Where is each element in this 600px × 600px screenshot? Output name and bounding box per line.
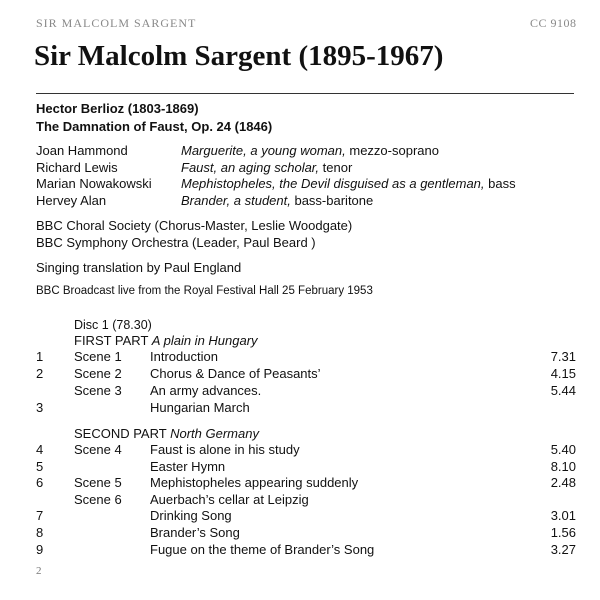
track-duration: 4.15 [550,366,576,381]
track-number: 6 [36,475,44,490]
voice-type: bass-baritone [290,193,374,208]
track-number: 3 [36,400,44,415]
track-title: An army advances. [150,383,262,398]
catalog-number: CC 9108 [530,16,577,30]
part-heading [74,426,259,441]
performer-name: Hervey Alan [36,193,107,208]
track-duration: 3.01 [550,508,576,523]
scene-label: Scene 5 [74,475,122,490]
scene-label: Scene 3 [74,383,122,398]
track-number: 2 [36,366,44,381]
track-title: Chorus & Dance of Peasants’ [150,366,321,381]
role-name: Marguerite, a young woman, [181,143,346,158]
part-subtitle: North Germany [170,426,259,441]
track-duration: 5.44 [550,383,576,398]
track-number: 8 [36,525,44,540]
track-duration: 1.56 [550,525,576,540]
track-title: Fugue on the theme of Brander’s Song [150,542,375,557]
voice-type: mezzo-soprano [345,143,439,158]
performer-name: Joan Hammond [36,143,128,158]
track-title: Brander’s Song [150,525,240,540]
track-number: 5 [36,459,44,474]
part-label: FIRST PART [74,333,149,348]
track-title: Mephistopheles appearing suddenly [150,475,359,490]
voice-type: tenor [319,160,353,175]
role-description [181,143,439,158]
track-title: Faust is alone in his study [150,442,300,457]
ensemble-line: BBC Symphony Orchestra (Leader, Paul Beard ) [36,235,316,250]
part-label: SECOND PART [74,426,167,441]
role-name: Mephistopheles, the Devil disguised as a gentleman, [181,176,485,191]
track-title: Introduction [150,349,218,364]
ensemble-line: BBC Choral Society (Chorus-Master, Leslie Woodgate) [36,218,353,233]
track-duration: 3.27 [550,542,576,557]
performer-name: Marian Nowakowski [36,176,152,191]
broadcast-note: BBC Broadcast live from the Royal Festival Hall 25 February 1953 [36,285,373,297]
role-name: Faust, an aging scholar, [181,160,320,175]
role-description [181,176,516,191]
track-number: 7 [36,508,44,523]
page-title: Sir Malcolm Sargent (1895-1967) [34,40,444,72]
work-title: The Damnation of Faust, Op. 24 (1846) [36,119,273,134]
part-heading [74,333,258,348]
track-title: Easter Hymn [150,459,226,474]
series-header: SIR MALCOLM SARGENT [36,16,197,30]
disc-label: Disc 1 (78.30) [74,318,152,332]
scene-label: Scene 1 [74,349,122,364]
scene-label: Scene 4 [74,442,122,457]
page-number: 2 [36,565,42,577]
track-title: Hungarian March [150,400,250,415]
title-divider [36,93,574,94]
track-number: 4 [36,442,44,457]
track-title: Auerbach’s cellar at Leipzig [150,492,309,507]
role-name: Brander, a student, [181,193,291,208]
track-duration: 2.48 [550,475,576,490]
track-number: 9 [36,542,44,557]
scene-label: Scene 6 [74,492,122,507]
scene-label: Scene 2 [74,366,122,381]
performer-name: Richard Lewis [36,160,118,175]
translation-credit: Singing translation by Paul England [36,260,242,275]
voice-type: bass [484,176,516,191]
track-duration: 8.10 [550,459,576,474]
track-number: 1 [36,349,44,364]
role-description [181,160,352,175]
track-duration: 5.40 [550,442,576,457]
composer: Hector Berlioz (1803-1869) [36,101,199,116]
part-subtitle: A plain in Hungary [151,333,258,348]
track-duration: 7.31 [550,349,576,364]
track-title: Drinking Song [150,508,232,523]
role-description [181,193,373,208]
